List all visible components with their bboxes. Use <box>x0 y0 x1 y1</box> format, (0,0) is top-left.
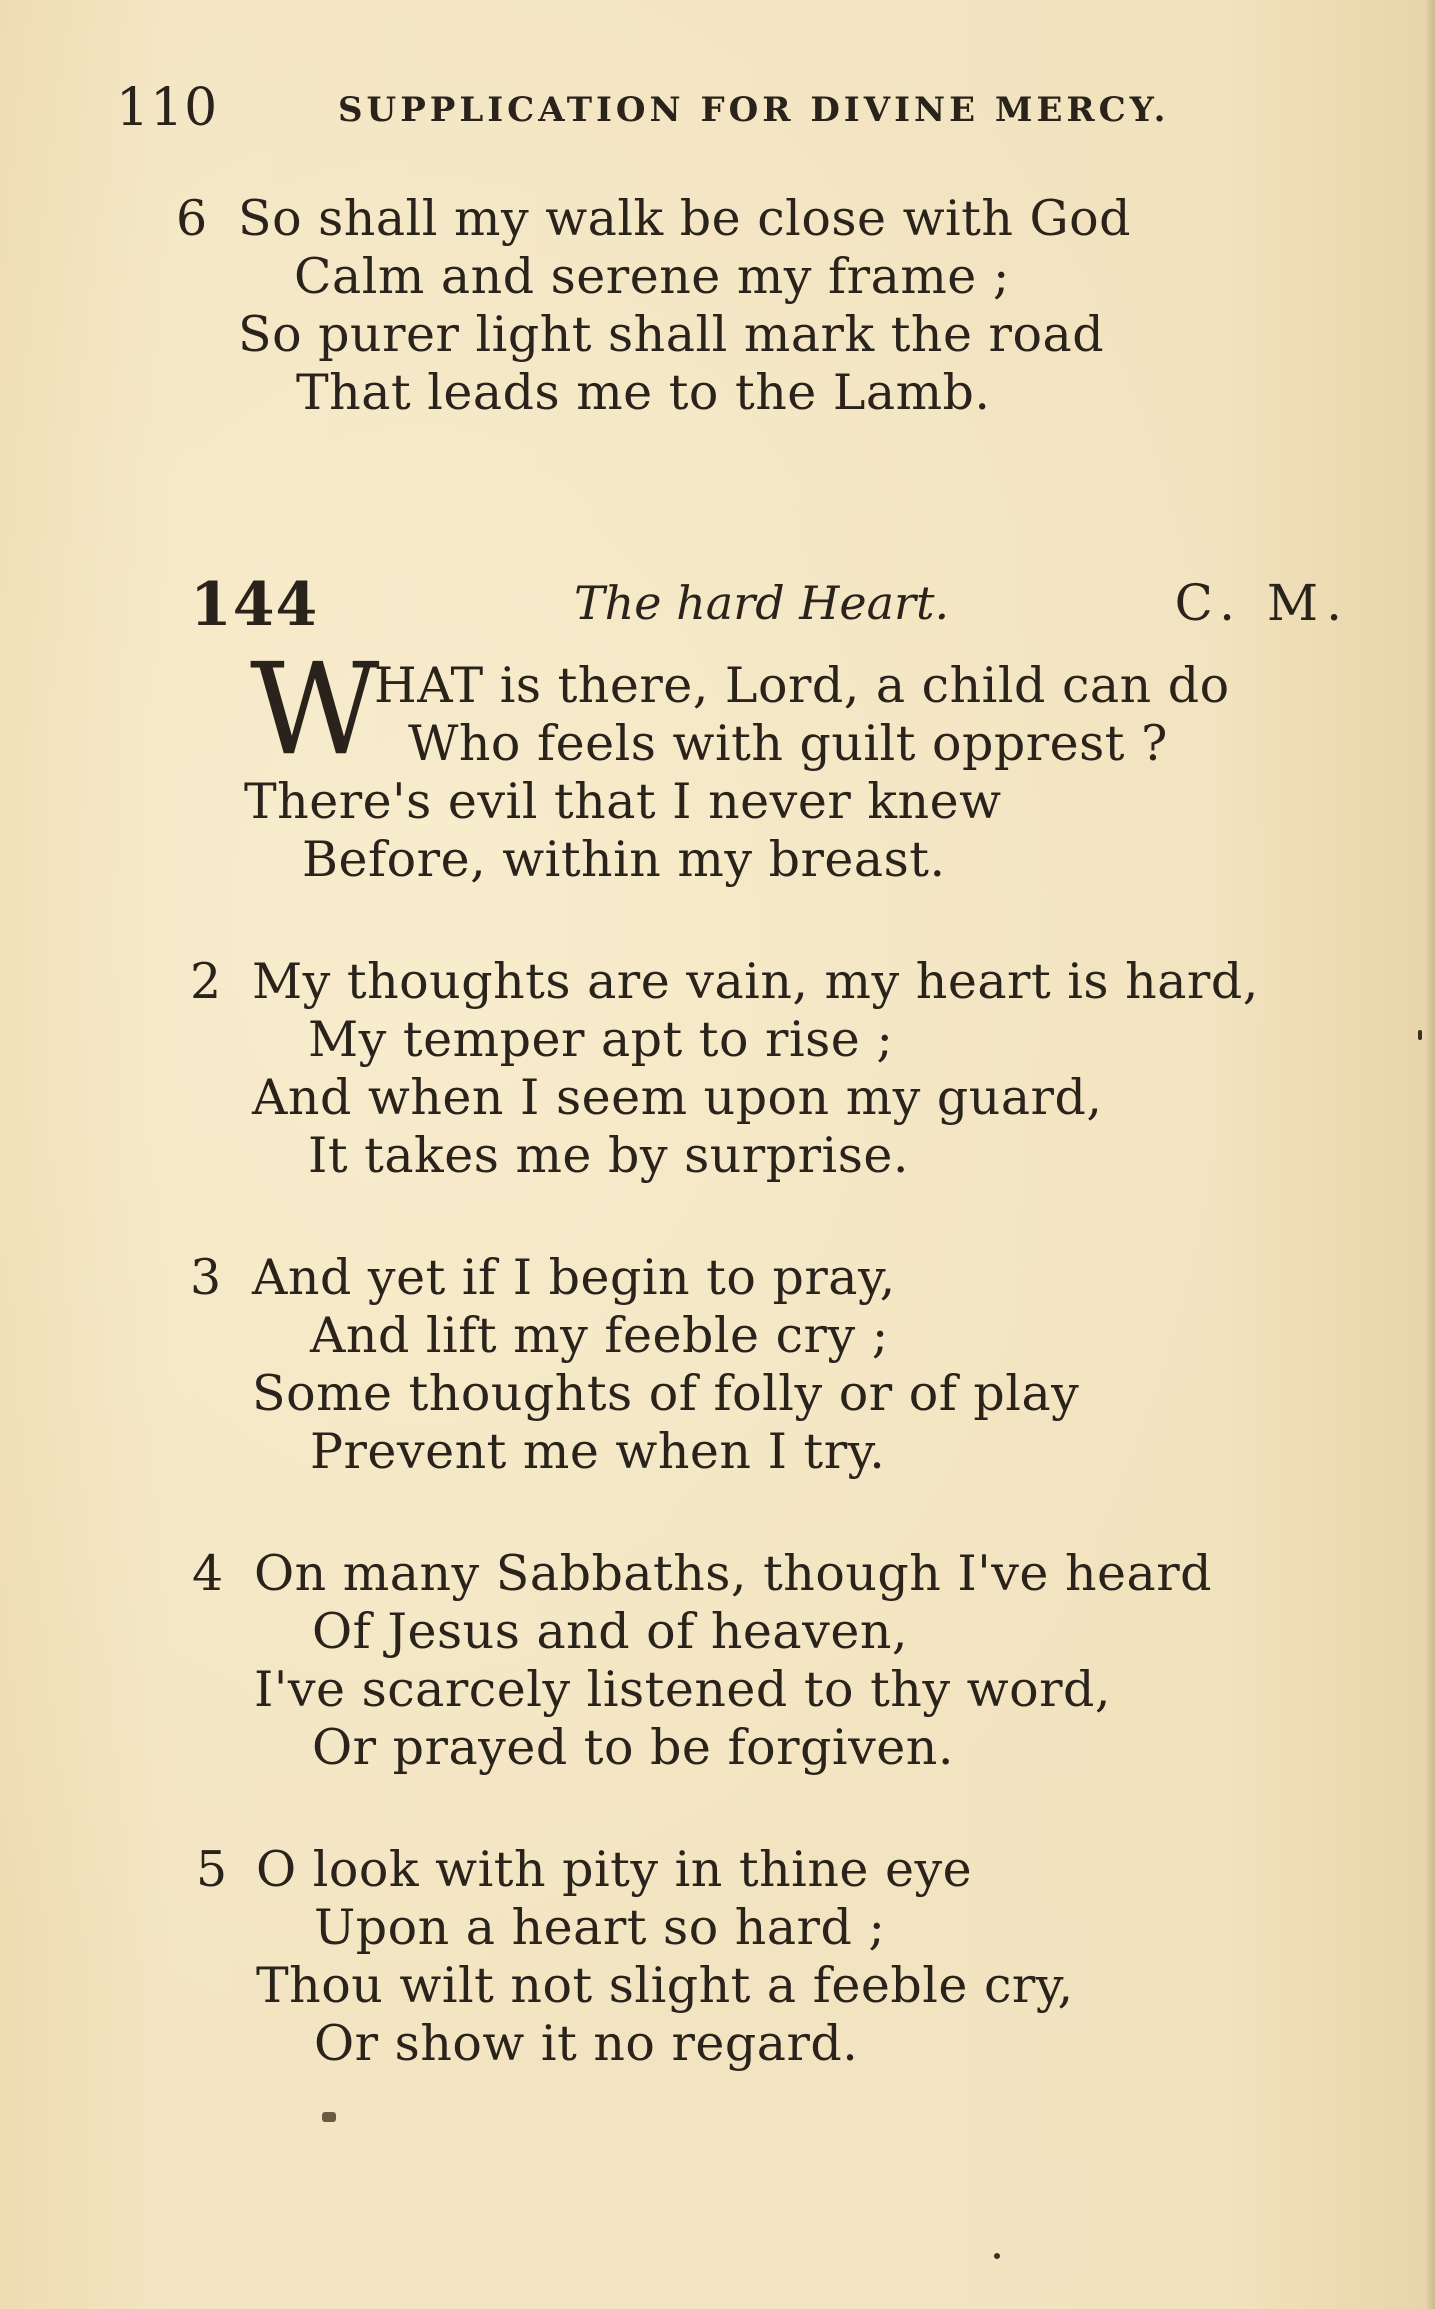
stanza-line: It takes me by surprise. <box>308 1127 909 1184</box>
stanza-number: 5 <box>196 1841 228 1898</box>
stanza-line: So shall my walk be close with God <box>238 190 1132 247</box>
hymn-header <box>190 570 1350 640</box>
stanza-number: 3 <box>190 1249 222 1306</box>
page-number: 110 <box>116 78 219 138</box>
stanza-line: Prevent me when I try. <box>310 1423 886 1480</box>
stanza-line: So purer light shall mark the road <box>238 306 1105 363</box>
page-edge-shadow <box>1425 0 1435 2309</box>
running-title: SUPPLICATION FOR DIVINE MERCY. <box>338 90 1170 130</box>
stanza-line: Or prayed to be forgiven. <box>312 1719 954 1776</box>
stanza-line: My temper apt to rise ; <box>308 1011 894 1068</box>
stanza-line: Calm and serene my frame ; <box>294 248 1010 305</box>
stanza-line: Who feels with guilt opprest ? <box>408 715 1168 772</box>
drop-cap: W <box>250 636 380 783</box>
stanza-line: HAT is there, Lord, a child can do <box>374 657 1230 714</box>
stanza-line: On many Sabbaths, though I've heard <box>254 1545 1213 1602</box>
stanza-number: 2 <box>190 953 222 1010</box>
stanza-line: And when I seem upon my guard, <box>252 1069 1103 1126</box>
stanza-line: Thou wilt not slight a feeble cry, <box>256 1957 1074 2014</box>
stanza-number: 6 <box>176 190 208 247</box>
ink-speck <box>1418 1030 1422 1040</box>
stanza-line: Of Jesus and of heaven, <box>312 1603 908 1660</box>
stanza-line: Upon a heart so hard ; <box>314 1899 886 1956</box>
stanza-line: There's evil that I never knew <box>244 773 1002 830</box>
stanza-line: Before, within my breast. <box>302 831 946 888</box>
stanza-line: And lift my feeble cry ; <box>310 1307 889 1364</box>
stanza-line: Some thoughts of folly or of play <box>252 1365 1080 1422</box>
ink-speck <box>994 2253 1000 2259</box>
stanza-line: That leads me to the Lamb. <box>296 364 991 421</box>
hymn-number: 144 <box>190 570 319 640</box>
stanza-line: And yet if I begin to pray, <box>252 1249 896 1306</box>
running-head <box>116 78 1296 138</box>
ink-speck <box>322 2112 336 2122</box>
hymn-meter: C. M. <box>1174 574 1350 632</box>
stanza-number: 4 <box>192 1545 224 1602</box>
hymn-title: The hard Heart. <box>574 576 950 630</box>
stanza-line: I've scarcely listened to thy word, <box>254 1661 1111 1718</box>
stanza-line: My thoughts are vain, my heart is hard, <box>252 953 1259 1010</box>
stanza-line: Or show it no regard. <box>314 2015 859 2072</box>
stanza-line: O look with pity in thine eye <box>256 1841 973 1898</box>
